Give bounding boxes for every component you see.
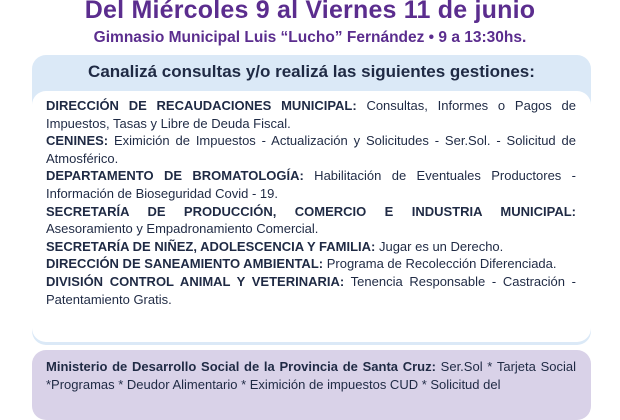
- service-entry-label: DIVISIÓN CONTROL ANIMAL Y VETERINARIA:: [46, 273, 345, 289]
- service-entry-label: SECRETARÍA DE PRODUCCIÓN, COMERCIO E INDUSTRIA MUNICIPAL:: [46, 203, 576, 219]
- service-entry-ninez: [46, 238, 576, 256]
- service-entry-label: SECRETARÍA DE NIÑEZ, ADOLESCENCIA Y FAMILIA:: [46, 238, 376, 254]
- service-entry-text: Consultas, Informes o Pagos de Impuestos, Tasas y Libre de Deuda Fiscal.: [46, 98, 576, 131]
- service-entry-label: DEPARTAMENTO DE BROMATOLOGÍA:: [46, 168, 304, 184]
- services-list: [46, 97, 576, 308]
- service-entry-veterinaria: [46, 273, 576, 308]
- ministry-label: Ministerio de Desarrollo Social de la Provincia de Santa Cruz:: [46, 359, 436, 374]
- service-entry-label: CENINES:: [46, 133, 109, 149]
- service-entry-text: Asesoramiento y Empadronamiento Comercial.: [46, 221, 319, 237]
- service-entry-saneamiento: [46, 255, 576, 273]
- event-date-title: Del Miércoles 9 al Viernes 11 de junio: [84, 0, 536, 24]
- service-entry-text: Eximición de Impuestos - Actualización y Solicitudes - Ser.Sol. - Solicitud de Atmosférico.: [46, 133, 576, 166]
- event-venue-time: Gimnasio Municipal Luis “Lucho” Fernández • 9 a 13:30hs.: [93, 29, 527, 46]
- service-entry-text: Jugar es un Derecho.: [375, 238, 504, 254]
- service-entry-text: Programa de Recolección Diferenciada.: [323, 256, 557, 272]
- service-entry-produccion: [46, 203, 576, 238]
- service-entry-bromatologia: [46, 167, 576, 202]
- ministry-entry: [46, 358, 576, 393]
- service-entry-text: Habilitación de Eventuales Productores - Información de Bioseguridad Covid - 19.: [46, 168, 576, 201]
- service-entry-cenines: [46, 132, 576, 167]
- service-entry-label: DIRECCIÓN DE RECAUDACIONES MUNICIPAL:: [46, 98, 357, 113]
- service-entry-label: DIRECCIÓN DE SANEAMIENTO AMBIENTAL:: [46, 256, 324, 272]
- service-entry-text: Tenencia Responsable - Castración - Patentamiento Gratis.: [46, 273, 576, 307]
- ministry-text: Ser.Sol * Tarjeta Social *Programas * Deudor Alimentario * Eximición de impuestos CUD * Solicitud del: [46, 359, 576, 392]
- services-heading: Canalizá consultas y/o realizá las siguientes gestiones:: [88, 62, 535, 81]
- service-entry-recaudaciones: [46, 97, 576, 132]
